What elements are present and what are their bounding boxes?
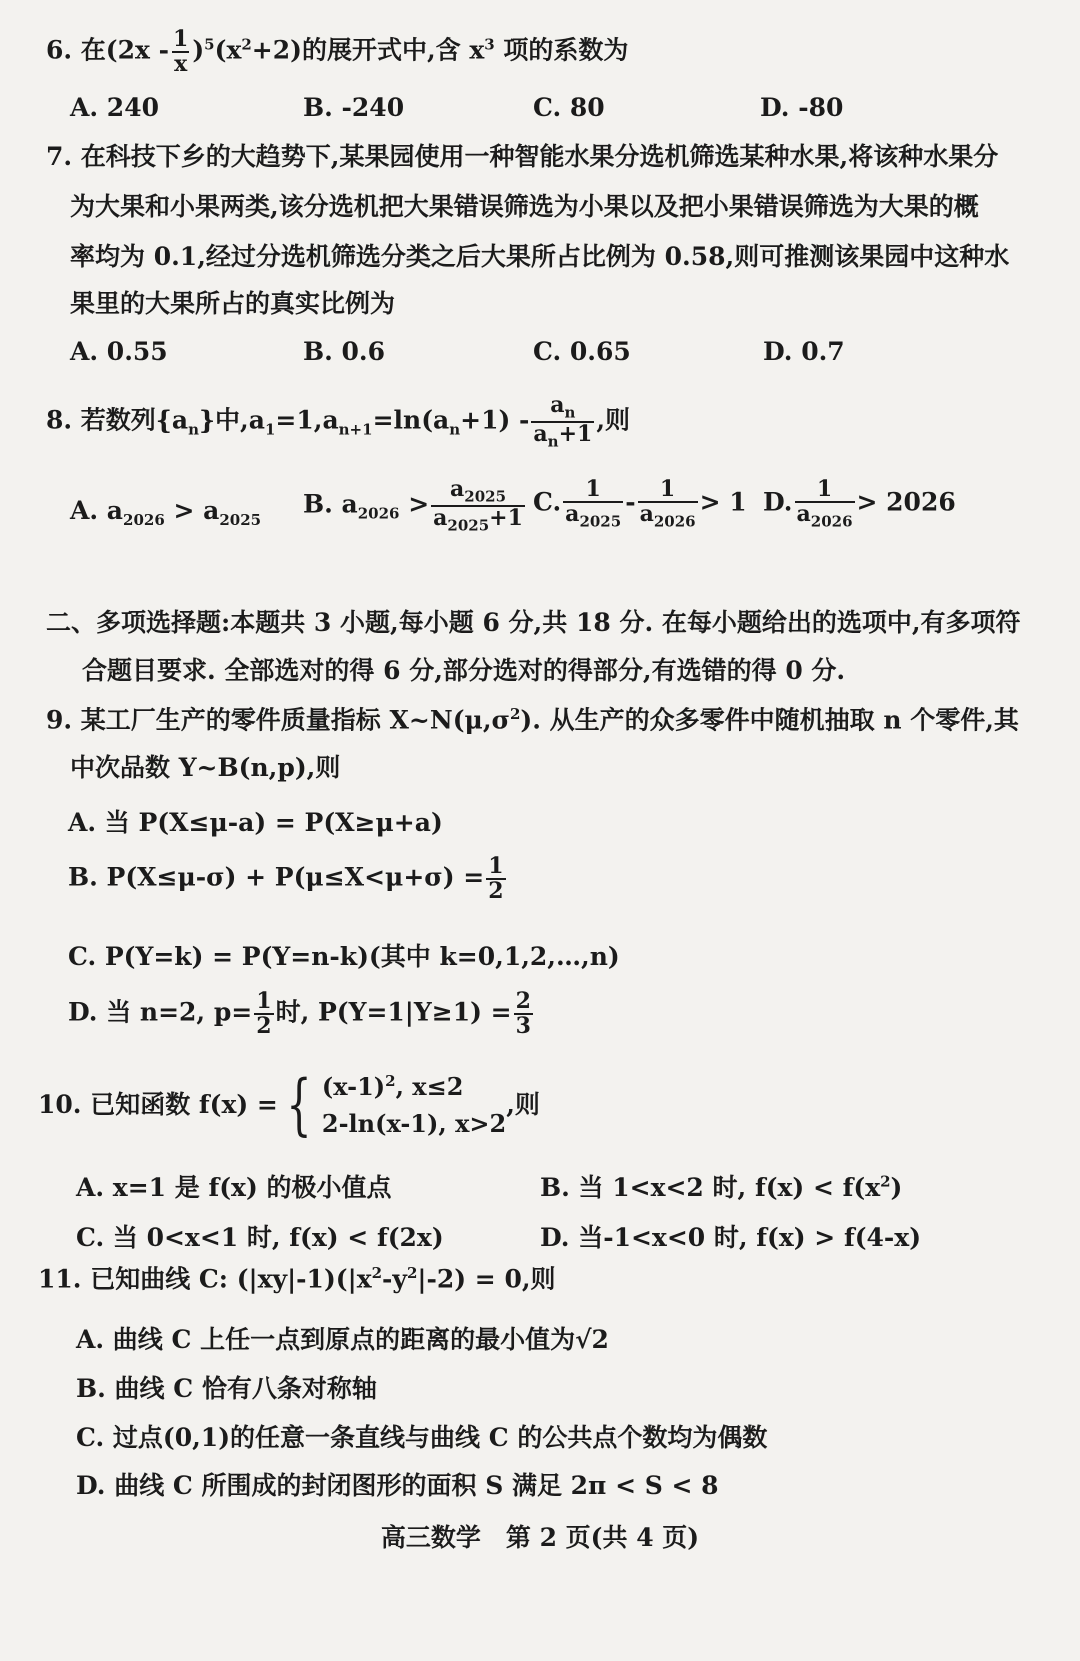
- section-2-instructions: 合题目要求. 全部选对的得 6 分,部分选对的得部分,有选错的得 0 分.: [82, 656, 846, 685]
- q11-option-b: B. 曲线 C 恰有八条对称轴: [76, 1374, 377, 1403]
- question-6-stem: 6. 在(2x - $\frac{1}{x}$ )$^5(x^2+2)$的展开式中,含 $x^3$ 项的系数为: [46, 26, 629, 78]
- q8-option-b: B. $a_{2026}$ > $\frac{a_{2025}}{a_{2025}+1}$: [303, 476, 523, 535]
- question-8-stem: 8. 若数列$\{a_n\}$中$,a_1=1,a_{n+1}=\ln(a_n+1)$ - $\frac{a_n}{a_n+1}$ ,则: [46, 392, 631, 451]
- section-2-heading: 二、多项选择题:本题共 3 小题,每小题 6 分,共 18 分. 在每小题给出的选项中,有多项符: [46, 608, 1021, 637]
- q7-line-3: 率均为 0.1,经过分选机筛选分类之后大果所占比例为 0.58,则可推测该果园中这种水: [70, 242, 1010, 271]
- q6-option-d: D. -80: [760, 93, 844, 122]
- q10-option-b: B. 当 1<x<2 时, $f(x) < f(x^2)$: [540, 1172, 903, 1202]
- q8-option-a: A. $a_{2026} > a_{2025}$: [70, 496, 262, 529]
- q7-line-4: 果里的大果所占的真实比例为: [70, 289, 396, 318]
- q9-option-a: A. 当 P(X≤μ-a) = P(X≥μ+a): [68, 808, 443, 837]
- q11-option-d: D. 曲线 C 所围成的封闭图形的面积 S 满足 2π < S < 8: [76, 1471, 719, 1500]
- q6-option-b: B. -240: [303, 93, 405, 122]
- q7-option-c: C. 0.65: [533, 337, 631, 366]
- q7-option-d: D. 0.7: [763, 337, 845, 366]
- q7-line-2: 为大果和小果两类,该分选机把大果错误筛选为小果以及把小果错误筛选为大果的概: [70, 192, 979, 221]
- piecewise-brace: {: [286, 1066, 312, 1144]
- q8-fraction: $\frac{a_n}{a_n+1}$: [533, 392, 593, 451]
- q6-option-c: C. 80: [533, 93, 605, 122]
- q6-text-pre: 6. 在(2x -: [46, 35, 170, 65]
- q11-option-c: C. 过点(0,1)的任意一条直线与曲线 C 的公共点个数均为偶数: [76, 1423, 768, 1452]
- q7-option-a: A. 0.55: [70, 337, 168, 366]
- q8-option-c: C. $\frac{1}{a_{2025}}$ - $\frac{1}{a_{2026}}$ > 1: [533, 476, 747, 531]
- q7-line-1: 7. 在科技下乡的大趋势下,某果园使用一种智能水果分选机筛选某种水果,将该种水果分: [46, 142, 999, 171]
- q9-option-d: D. 当 n=2, p= $\frac{1}{2}$ 时, P(Y=1|Y≥1) = $\frac{2}{3}$: [68, 988, 531, 1040]
- page-footer: 高三数学 第 2 页(共 4 页): [380, 1523, 700, 1552]
- piecewise-cases: $(x-1)^2$, x≤2 2-ln(x-1), x>2: [321, 1072, 507, 1139]
- q10-option-c: C. 当 0<x<1 时, f(x) < f(2x): [76, 1223, 444, 1252]
- question-10-stem: 10. 已知函数 f(x) = { $(x-1)^2$, x≤2 2-ln(x-1), x>2 ,则: [38, 1066, 540, 1144]
- q10-option-a: A. x=1 是 f(x) 的极小值点: [76, 1173, 392, 1202]
- q7-option-b: B. 0.6: [303, 337, 386, 366]
- q9-line-2: 中次品数 Y~B(n,p),则: [70, 753, 341, 782]
- q9-option-c: C. P(Y=k) = P(Y=n-k)(其中 k=0,1,2,…,n): [68, 942, 620, 971]
- question-11-stem: 11. 已知曲线 C: $(|xy|-1)(|x^2-y^2|-2) = 0$,则: [38, 1264, 556, 1294]
- q6-fraction: $\frac{1}{x}$: [173, 26, 189, 78]
- q10-option-d: D. 当-1<x<0 时, f(x) > f(4-x): [540, 1223, 922, 1252]
- q9-option-b: B. P(X≤μ-σ) + P(μ≤X<μ+σ) = $\frac{1}{2}$: [68, 853, 504, 905]
- q11-option-a: A. 曲线 C 上任一点到原点的距离的最小值为√2: [76, 1325, 609, 1354]
- q9-line-1: 9. 某工厂生产的零件质量指标 $X\sim N(\mu,\sigma^2)$. 从生产的众多零件中随机抽取 n 个零件,其: [46, 705, 1019, 735]
- q8-option-d: D. $\frac{1}{a_{2026}}$ > 2026: [763, 476, 956, 531]
- q6-option-a: A. 240: [70, 93, 159, 122]
